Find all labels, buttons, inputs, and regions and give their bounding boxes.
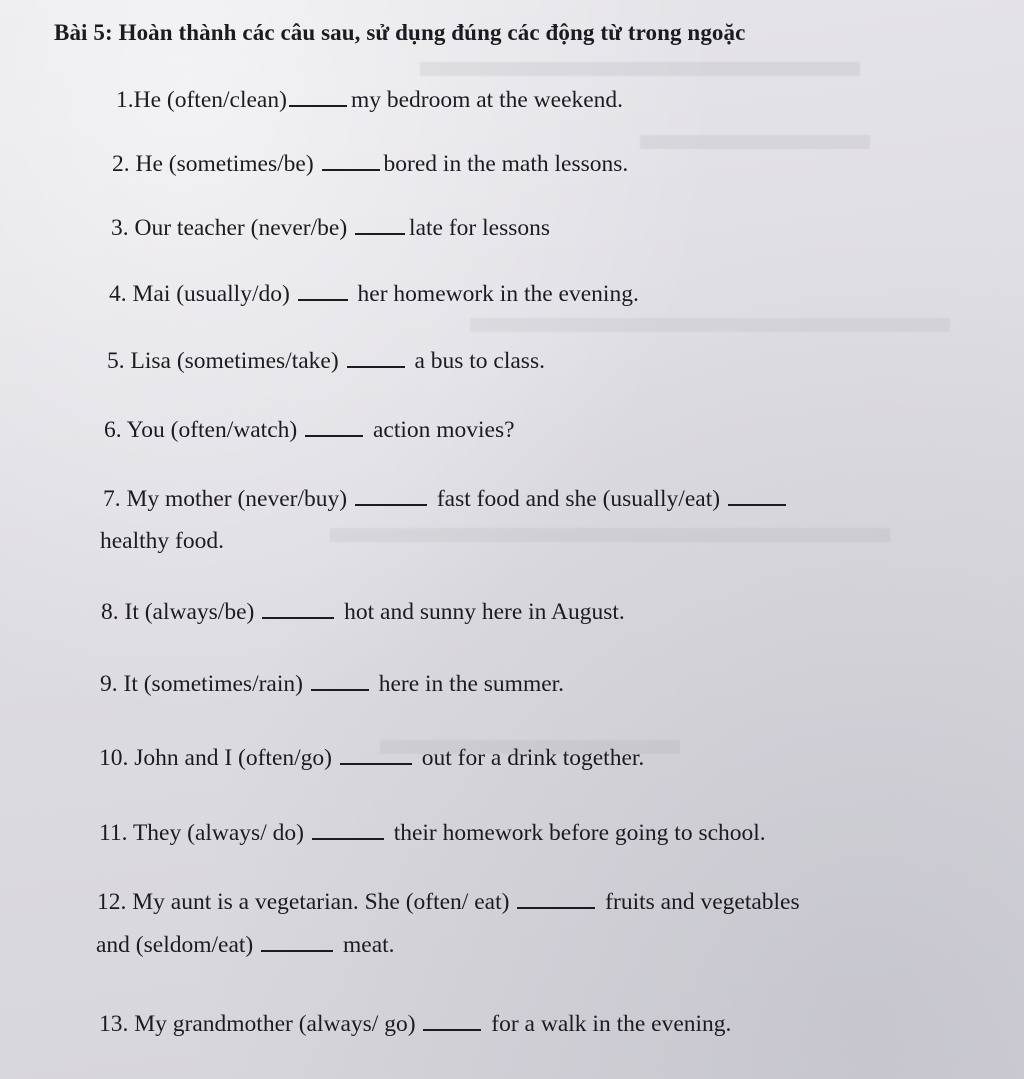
exercise-8 — [101, 592, 625, 633]
exercise-13 — [99, 1004, 731, 1045]
exercise-continuation: and (seldom/eat) — [96, 932, 254, 958]
exercise-continuation: meat. — [343, 932, 395, 958]
bleed-through-mark — [640, 135, 870, 149]
exercise-12-line-2 — [96, 925, 395, 966]
answer-blank — [311, 688, 369, 691]
exercise-continuation: for a walk in the evening. — [491, 1011, 732, 1037]
answer-blank — [340, 762, 412, 765]
answer-blank — [322, 168, 380, 171]
answer-blank — [728, 503, 786, 506]
exercise-7-line-2 — [100, 521, 224, 562]
answer-blank — [305, 434, 363, 437]
answer-blank — [355, 232, 405, 235]
exercise-5 — [107, 341, 545, 382]
exercise-continuation: healthy food. — [100, 528, 224, 554]
exercise-4 — [109, 274, 639, 315]
bleed-through-mark — [420, 62, 860, 76]
exercise-continuation: their homework before going to school. — [393, 820, 766, 846]
exercise-prompt: 10. John and I (often/go) — [99, 745, 332, 771]
exercise-3 — [111, 208, 550, 249]
exercise-prompt: 8. It (always/be) — [101, 599, 255, 625]
exercise-2 — [112, 144, 628, 185]
exercise-prompt: 5. Lisa (sometimes/take) — [107, 348, 339, 374]
answer-blank — [347, 365, 405, 368]
exercise-prompt: 13. My grandmother (always/ go) — [99, 1011, 416, 1037]
answer-blank — [298, 298, 348, 301]
answer-blank — [312, 837, 384, 840]
exercise-continuation: hot and sunny here in August. — [344, 599, 625, 625]
exercise-11 — [99, 813, 766, 854]
exercise-prompt: 3. Our teacher (never/be) — [111, 215, 348, 241]
exercise-prompt: 6. You (often/watch) — [104, 417, 298, 443]
exercise-10 — [99, 738, 644, 779]
exercise-continuation: bored in the math lessons. — [383, 151, 629, 177]
answer-blank — [517, 906, 595, 909]
exercise-continuation: a bus to class. — [414, 348, 545, 374]
answer-blank — [355, 503, 427, 506]
exercise-prompt: 2. He (sometimes/be) — [112, 151, 314, 177]
exercise-continuation: late for lessons — [409, 215, 551, 241]
exercise-prompt: 1.He (often/clean) — [116, 87, 287, 113]
answer-blank — [423, 1028, 481, 1031]
exercise-continuation: fruits and vegetables — [605, 889, 800, 915]
answer-blank — [289, 104, 347, 107]
exercise-prompt: 9. It (sometimes/rain) — [100, 671, 303, 697]
exercise-continuation: here in the summer. — [378, 671, 565, 697]
exercise-title: Bài 5: Hoàn thành các câu sau, sử dụng đúng các động từ trong ngoặc — [54, 20, 746, 45]
exercise-continuation: action movies? — [372, 417, 515, 443]
exercise-prompt: 12. My aunt is a vegetarian. She (often/ eat) — [97, 889, 510, 915]
exercise-continuation: out for a drink together. — [421, 745, 645, 771]
exercise-9 — [100, 664, 564, 705]
bleed-through-mark — [470, 318, 950, 332]
answer-blank — [261, 949, 333, 952]
bleed-through-mark — [330, 528, 890, 542]
exercise-continuation: her homework in the evening. — [357, 281, 639, 307]
exercise-prompt: 4. Mai (usually/do) — [109, 281, 290, 307]
exercise-prompt: 11. They (always/ do) — [99, 820, 304, 846]
exercise-12 — [97, 882, 800, 923]
exercise-7 — [103, 479, 790, 520]
exercise-continuation: my bedroom at the weekend. — [350, 87, 624, 113]
exercise-prompt: 7. My mother (never/buy) — [103, 486, 348, 512]
exercise-1 — [116, 80, 623, 121]
exercise-6 — [104, 410, 515, 451]
exercise-continuation: fast food and she (usually/eat) — [436, 486, 721, 512]
answer-blank — [262, 616, 334, 619]
